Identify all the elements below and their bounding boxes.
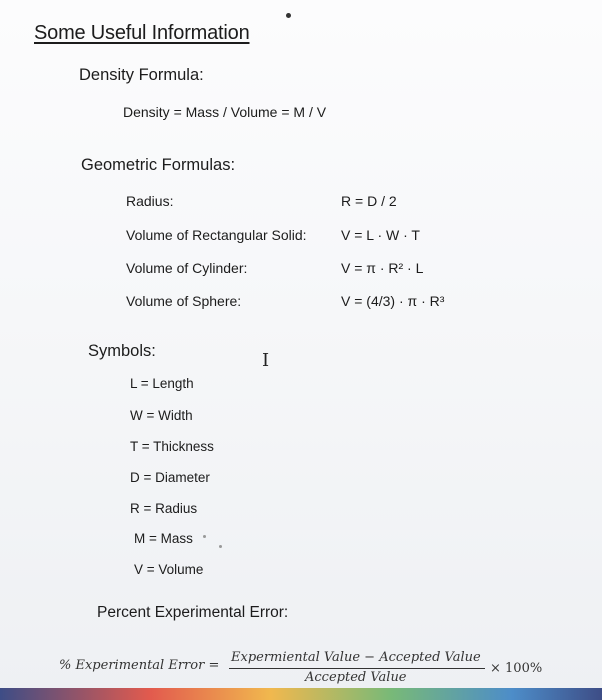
error-heading: Percent Experimental Error: [97, 604, 289, 621]
radius-formula: R = D / 2 [341, 193, 397, 209]
symbol-length: L = Length [130, 376, 194, 391]
page-title: Some Useful Information [34, 22, 250, 44]
speck [203, 535, 206, 538]
error-times-100: × 100% [490, 661, 543, 676]
cylinder-formula: V = π · R² · L [341, 260, 424, 276]
fraction-bar [229, 668, 485, 669]
symbol-radius: R = Radius [130, 501, 198, 516]
text-cursor-icon: I [262, 350, 270, 371]
symbols-heading: Symbols: [88, 342, 156, 360]
density-heading: Density Formula: [79, 66, 204, 84]
radius-label: Radius: [126, 193, 174, 209]
rect-solid-formula: V = L · W · T [341, 227, 420, 243]
sphere-label: Volume of Sphere: [126, 293, 242, 309]
symbol-width: W = Width [130, 408, 193, 423]
error-denominator: Accepted Value [305, 670, 407, 685]
sphere-formula: V = (4/3) · π · R³ [341, 293, 445, 309]
cylinder-label: Volume of Cylinder: [126, 260, 248, 276]
symbol-mass: M = Mass [134, 531, 193, 546]
symbol-diameter: D = Diameter [130, 470, 210, 485]
density-formula: Density = Mass / Volume = M / V [123, 104, 327, 120]
speck [219, 545, 222, 548]
geometric-heading: Geometric Formulas: [81, 156, 236, 174]
symbol-thickness: T = Thickness [130, 439, 214, 454]
error-lhs: % Experimental Error = [59, 658, 220, 673]
error-numerator: Expermiental Value − Accepted Value [231, 650, 481, 665]
desktop-edge [0, 688, 602, 700]
camera-dot [286, 13, 291, 18]
symbol-volume: V = Volume [134, 562, 204, 577]
rect-solid-label: Volume of Rectangular Solid: [126, 227, 307, 243]
